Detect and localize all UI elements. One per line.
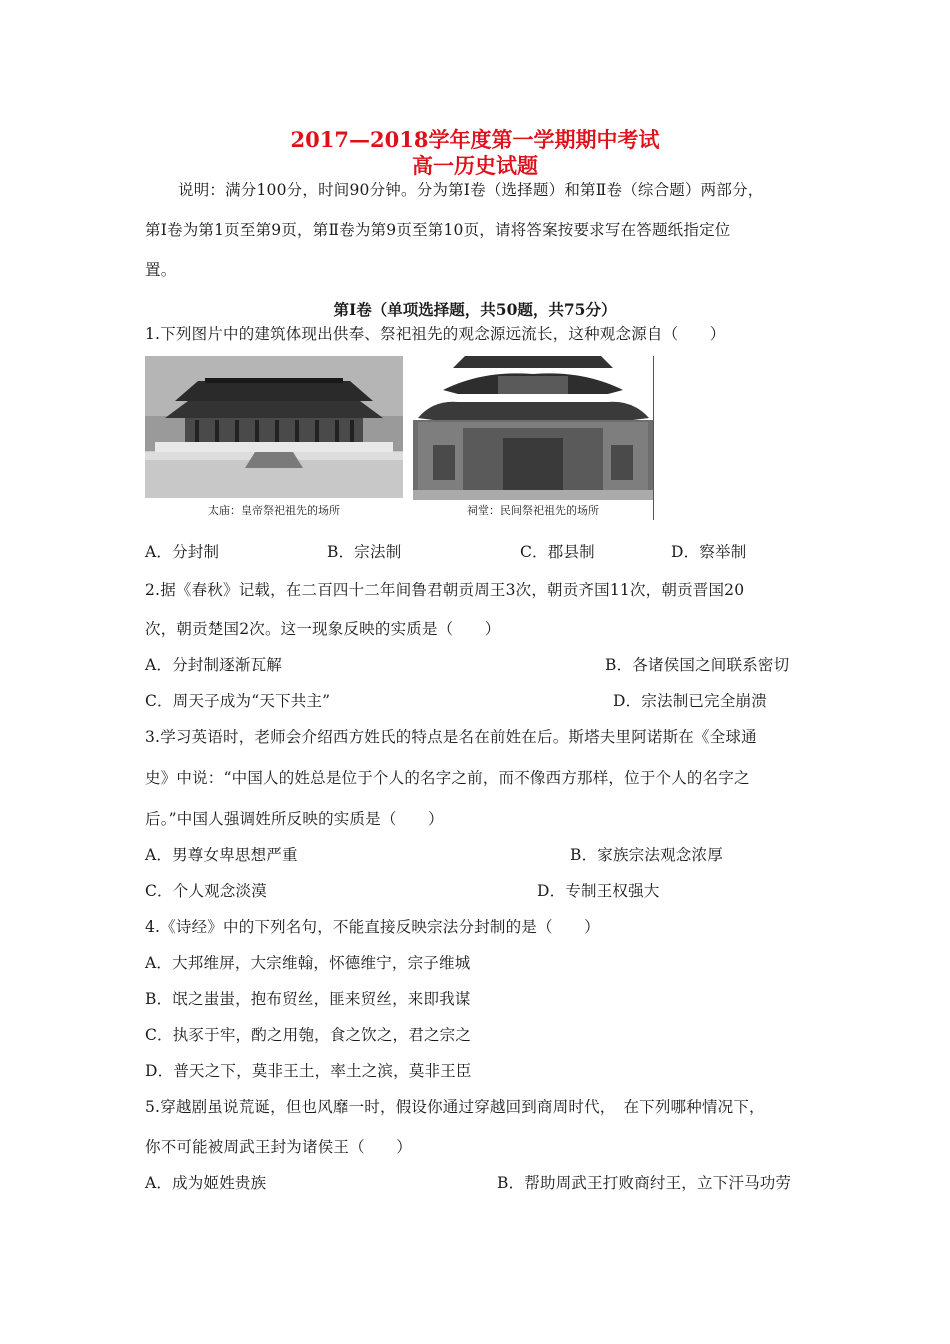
taimiao-photo [145, 356, 403, 524]
q5-option-a: A．成为姬姓贵族 [145, 1174, 267, 1192]
intro-line-1: 说明：满分100分，时间90分钟。分为第Ⅰ卷（选择题）和第Ⅱ卷（综合题）两部分， [178, 181, 764, 199]
section-title: 第Ⅰ卷（单项选择题，共50题，共75分） [333, 300, 617, 319]
q1-stem: 1.下列图片中的建筑体现出供奉、祭祀祖先的观念源远流长，这种观念源自（ ） [145, 325, 726, 343]
citang-photo [413, 350, 653, 524]
citang-caption: 祠堂：民间祭祀祖先的场所 [467, 504, 599, 517]
q1-option-b: B．宗法制 [327, 543, 402, 561]
q1-option-c: C．郡县制 [520, 543, 595, 561]
q2-option-b: B．各诸侯国之间联系密切 [605, 656, 790, 674]
taimiao-image [145, 356, 403, 498]
q4-option-c: C．执豕于牢，酌之用匏，食之饮之，君之宗之 [145, 1026, 472, 1044]
q3-stem-line-2: 史》中说：“中国人的姓总是位于个人的名字之前，而不像西方那样，位于个人的名字之 [145, 769, 750, 787]
q3-option-b: B．家族宗法观念浓厚 [570, 846, 723, 864]
q1-option-a: A．分封制 [145, 543, 220, 561]
q4-stem: 4.《诗经》中的下列名句，不能直接反映宗法分封制的是（ ） [145, 918, 600, 936]
q2-option-c: C．周天子成为“天下共主” [145, 692, 331, 710]
photo-divider [653, 356, 654, 520]
intro-line-2: 第Ⅰ卷为第1页至第9页，第Ⅱ卷为第9页至第10页，请将答案按要求写在答题纸指定位 [145, 221, 731, 239]
q4-option-a: A．大邦维屏，大宗维翰，怀德维宁，宗子维城 [145, 954, 471, 972]
q3-stem-line-1: 3.学习英语时，老师会介绍西方姓氏的特点是名在前姓在后。斯塔夫里阿诺斯在《全球通 [145, 728, 757, 746]
q2-option-d: D．宗法制已完全崩溃 [613, 692, 767, 710]
exam-title: 2017—2018学年度第一学期期中考试 [290, 127, 660, 152]
exam-subtitle: 高一历史试题 [412, 153, 538, 178]
q3-option-a: A．男尊女卑思想严重 [145, 846, 298, 864]
q3-option-d: D．专制王权强大 [537, 882, 660, 900]
q5-stem-line-1: 5.穿越剧虽说荒诞，但也风靡一时，假设你通过穿越回到商周时代， 在下列哪种情况下， [145, 1098, 765, 1116]
q2-stem-line-2: 次，朝贡楚国2次。这一现象反映的实质是（ ） [145, 620, 501, 638]
q2-stem-line-1: 2.据《春秋》记载，在二百四十二年间鲁君朝贡周王3次，朝贡齐国11次，朝贡晋国20 [145, 581, 745, 599]
q3-stem-line-3: 后。”中国人强调姓所反映的实质是（ ） [145, 810, 444, 828]
intro-line-3: 置。 [145, 261, 177, 279]
q2-option-a: A．分封制逐渐瓦解 [145, 656, 282, 674]
q3-option-c: C．个人观念淡漠 [145, 882, 267, 900]
q5-option-b: B．帮助周武王打败商纣王，立下汗马功劳 [497, 1174, 792, 1192]
q4-option-b: B．氓之蚩蚩，抱布贸丝，匪来贸丝，来即我谋 [145, 990, 471, 1008]
q5-stem-line-2: 你不可能被周武王封为诸侯王（ ） [145, 1138, 412, 1156]
q4-option-d: D．普天之下，莫非王土，率土之滨，莫非王臣 [145, 1062, 472, 1080]
q1-option-d: D．察举制 [671, 543, 747, 561]
citang-image [413, 350, 653, 500]
taimiao-caption: 太庙：皇帝祭祀祖先的场所 [208, 504, 340, 517]
